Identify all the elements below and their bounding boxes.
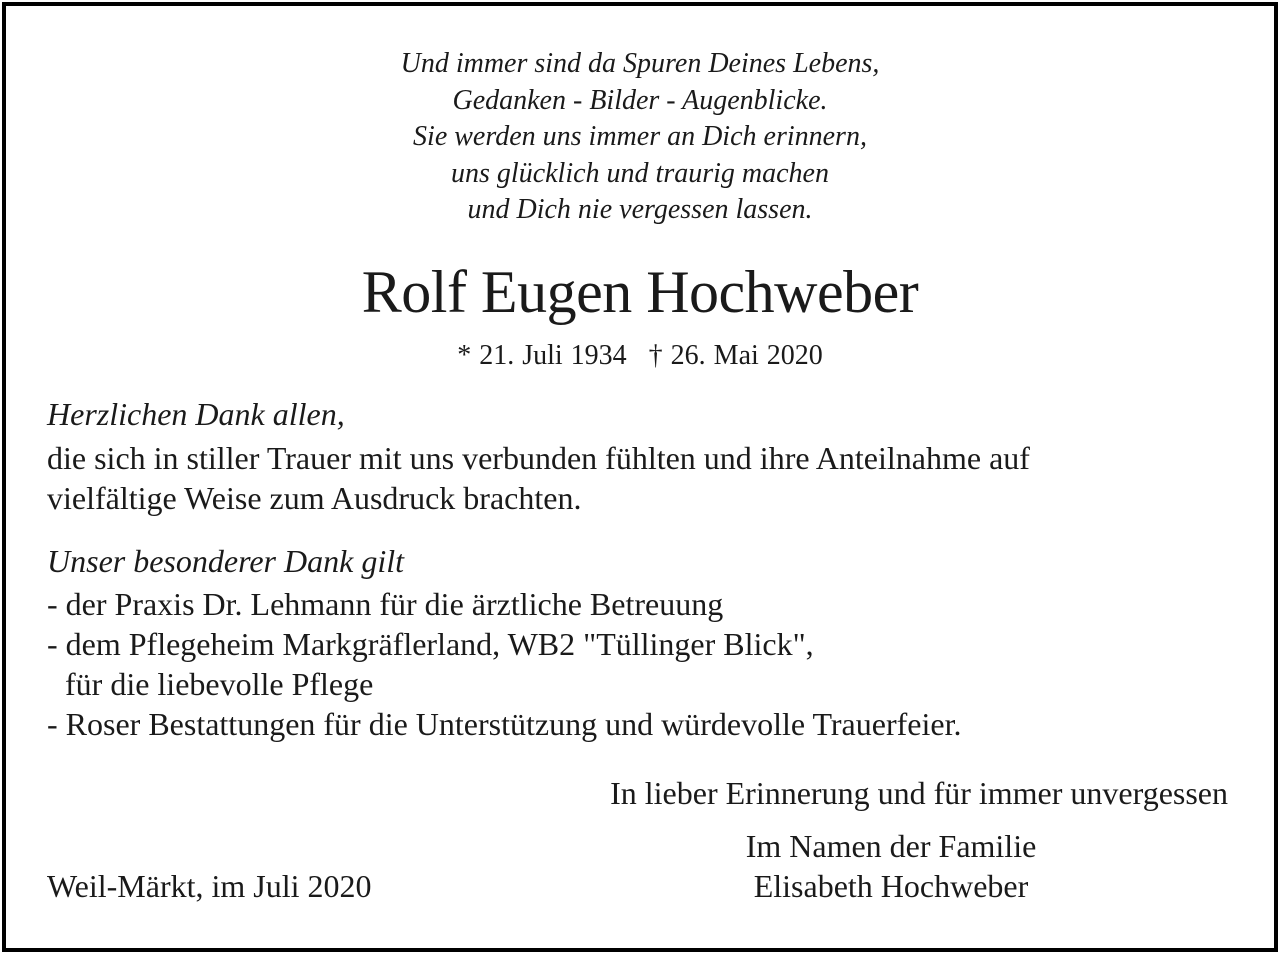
special-thanks-list xyxy=(47,584,961,744)
special-thanks-item: - der Praxis Dr. Lehmann für die ärztliche Betreuung xyxy=(47,586,724,622)
life-dates xyxy=(0,338,1280,374)
special-thanks-item: - Roser Bestattungen für die Unterstützung und würdevolle Trauerfeier. xyxy=(47,706,962,742)
signature-line: Im Namen der Familie xyxy=(745,828,1037,864)
special-thanks-item: - dem Pflegeheim Markgräflerland, WB2 "Tüllinger Blick", xyxy=(47,626,814,662)
poem-line: Und immer sind da Spuren Deines Lebens, xyxy=(400,48,880,79)
closing-line: In lieber Erinnerung und für immer unvergessen xyxy=(610,775,1228,811)
signature xyxy=(691,826,1091,906)
death-date: † 26. Mai 2020 xyxy=(648,340,823,371)
birth-date: * 21. Juli 1934 xyxy=(457,340,627,371)
thanks-heading: Herzlichen Dank allen, xyxy=(47,396,345,432)
deceased-name: Rolf Eugen Hochweber xyxy=(361,259,919,325)
poem-line: Sie werden uns immer an Dich erinnern, xyxy=(413,121,867,152)
place-date: Weil-Märkt, im Juli 2020 xyxy=(47,868,372,904)
poem-line: uns glücklich und traurig machen xyxy=(451,157,829,189)
special-thanks-item-continued: für die liebevolle Pflege xyxy=(65,666,374,702)
signature-name: Elisabeth Hochweber xyxy=(753,868,1029,904)
thanks-line: vielfältige Weise zum Ausdruck brachten. xyxy=(47,480,582,516)
thanks-line: die sich in stiller Trauer mit uns verbunden fühlten und ihre Anteilnahme auf xyxy=(47,440,1030,476)
poem-line: und Dich nie vergessen lassen. xyxy=(467,194,813,225)
special-thanks-heading: Unser besonderer Dank gilt xyxy=(47,543,404,579)
poem xyxy=(0,46,1280,229)
poem-line: Gedanken - Bilder - Augenblicke. xyxy=(452,84,828,116)
thanks-body xyxy=(47,438,1030,518)
